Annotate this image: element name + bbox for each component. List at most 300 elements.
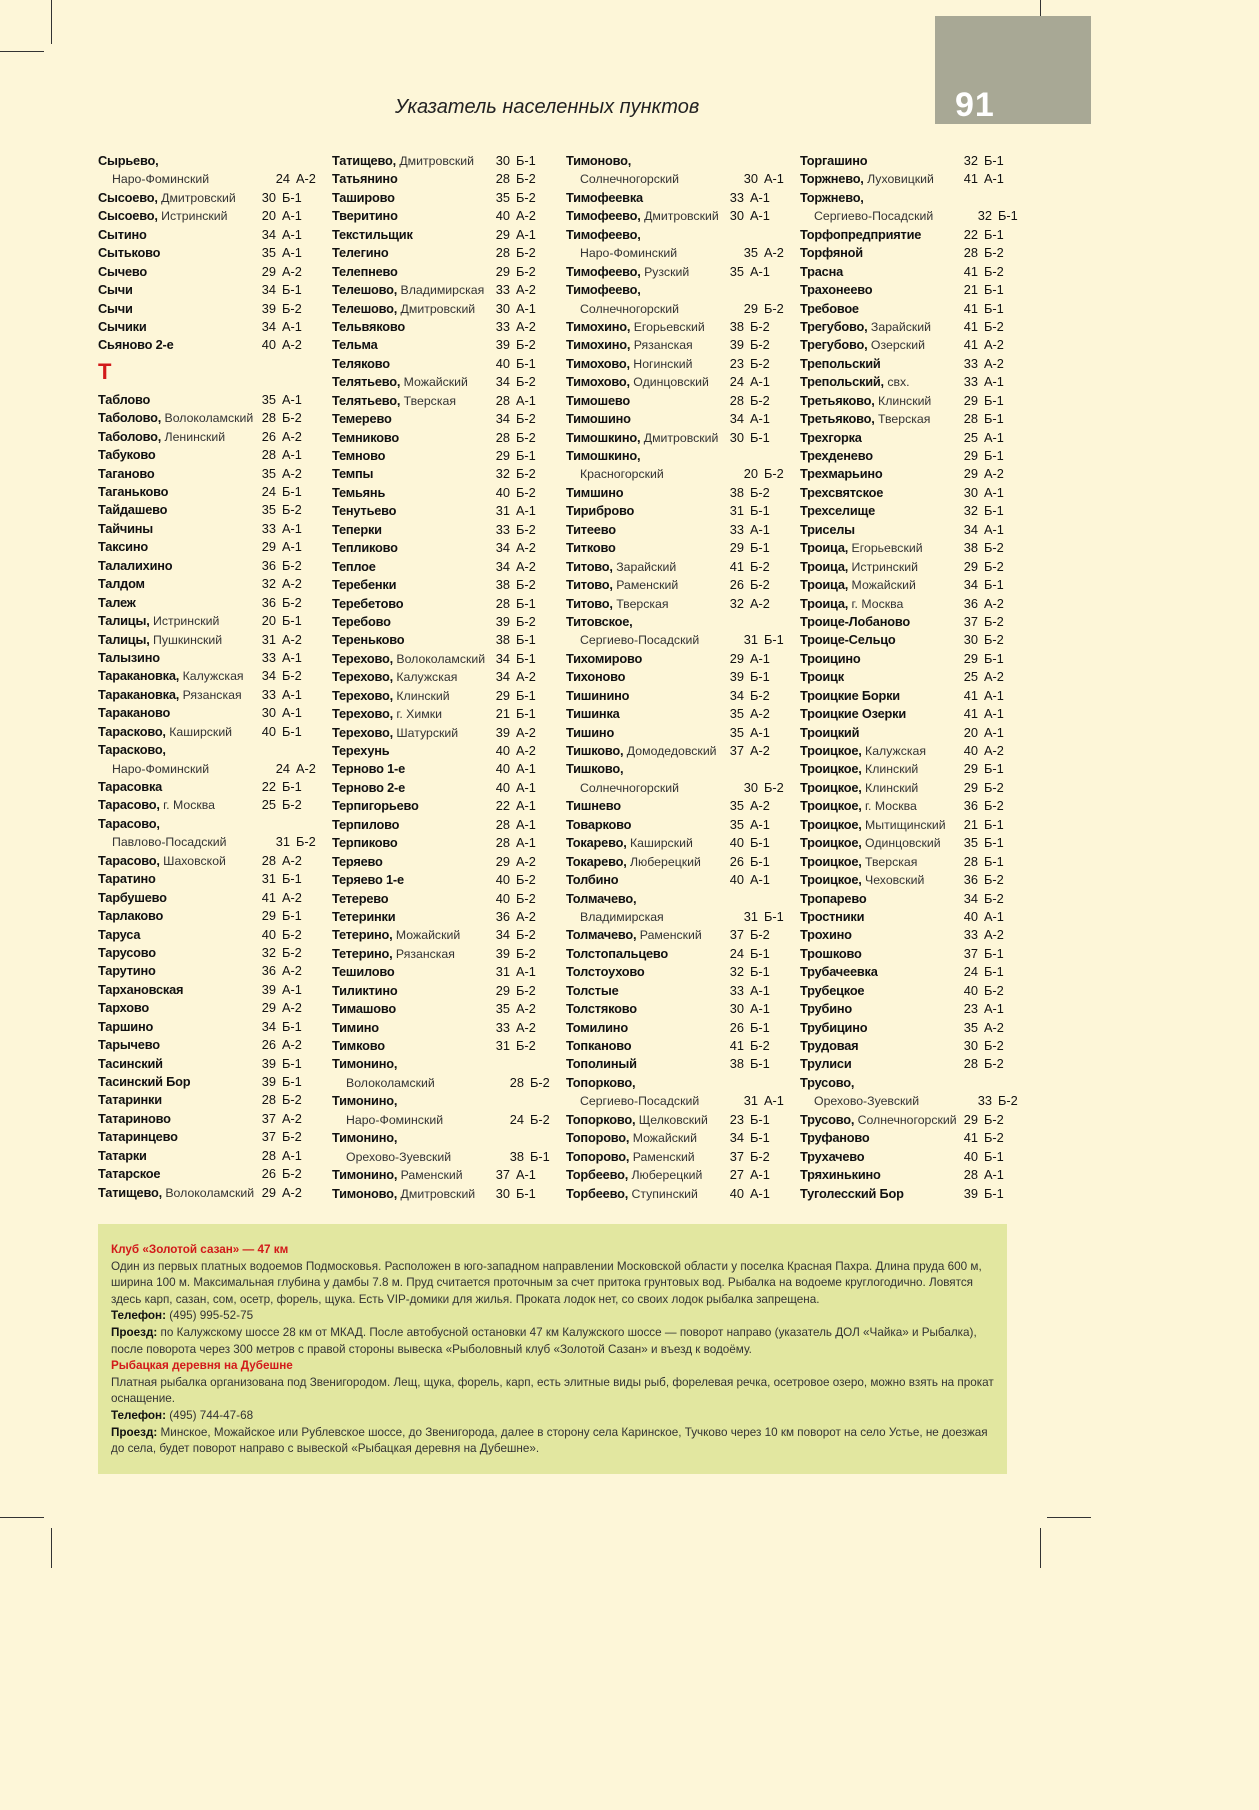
entry-map-page: 34 [495, 927, 510, 943]
entry-map-page: 29 [495, 687, 510, 703]
entry-grid: Б-1 [750, 1019, 770, 1035]
entry-region: Калужская [861, 744, 927, 758]
entry-name: Третьяково, [800, 392, 875, 408]
index-entry [800, 373, 1008, 391]
entry-name: Трухачево [800, 1148, 865, 1164]
entry-name: Титеево [566, 521, 616, 537]
index-entry [566, 336, 774, 354]
entry-grid: А-1 [282, 1147, 302, 1163]
entry-grid: А-1 [984, 706, 1004, 722]
entry-grid: Б-2 [516, 245, 536, 261]
index-entry [566, 595, 774, 613]
entry-map-page: 41 [963, 171, 978, 187]
entry-name: Трехсвятское [800, 484, 884, 500]
entry-grid: Б-1 [984, 282, 1004, 298]
index-entry [566, 908, 788, 926]
entry-map-page: 22 [261, 779, 276, 794]
entry-region: Истринский [157, 209, 228, 224]
index-entry [98, 741, 306, 759]
entry-grid: А-2 [516, 724, 536, 740]
index-entry [566, 1092, 788, 1110]
entry-map-page: 36 [261, 594, 276, 610]
entry-name: Тетерино, [332, 945, 393, 961]
entry-grid: А-2 [282, 852, 302, 868]
entry-name: Тайчины [98, 520, 154, 536]
entry-map-page: 41 [729, 1038, 744, 1053]
entry-name: Трехгорка [800, 429, 862, 445]
entry-name: Толмачево, [566, 927, 637, 943]
entry-grid: Б-1 [516, 687, 536, 703]
entry-region: Волоколамский [161, 411, 254, 426]
entry-map-page: 34 [261, 318, 276, 334]
entry-grid: Б-1 [750, 835, 770, 851]
entry-map-page: 35 [729, 263, 744, 279]
index-entry [566, 1019, 774, 1037]
index-entry [98, 1110, 306, 1128]
index-entry [332, 189, 540, 207]
entry-grid: Б-1 [516, 355, 536, 371]
entry-map-page: 30 [495, 1185, 510, 1201]
entry-region: Дмитровский [397, 1186, 476, 1201]
index-entry [566, 963, 774, 981]
index-entry [800, 1148, 1008, 1166]
index-entry [332, 1111, 554, 1129]
entry-name: Тельвяково [332, 318, 406, 334]
entry-grid: Б-2 [984, 1056, 1004, 1072]
entry-grid: Б-1 [984, 964, 1004, 980]
entry-name: Тасинский Бор [98, 1074, 191, 1089]
index-entry [332, 207, 540, 225]
entry-name: Тенутьево [332, 503, 397, 519]
index-entry [332, 890, 540, 908]
entry-grid: А-2 [516, 669, 536, 685]
entry-grid: А-1 [516, 300, 536, 316]
index-entry [98, 465, 306, 483]
index-entry [332, 650, 540, 668]
entry-map-page: 28 [261, 410, 276, 426]
index-entry [98, 263, 306, 281]
entry-grid: Б-2 [516, 374, 536, 390]
entry-name: Тимонино, [332, 1056, 398, 1072]
entry-map-page: 29 [261, 1000, 276, 1016]
index-entry [98, 1128, 306, 1146]
entry-region: Дмитровский [395, 154, 474, 168]
entry-map-page: 29 [743, 300, 758, 316]
entry-grid: Б-2 [984, 613, 1004, 629]
entry-name: Топорково, [566, 1111, 636, 1127]
entry-grid: Б-1 [984, 503, 1004, 519]
entry-map-page: 33 [495, 318, 510, 334]
index-entry [566, 392, 774, 410]
index-entry [98, 778, 306, 796]
entry-grid: Б-1 [282, 1074, 302, 1089]
entry-region: Сергиево-Посадский [580, 633, 700, 648]
entry-grid: А-2 [984, 595, 1004, 611]
phone-value: (495) 995-52-75 [166, 1309, 254, 1323]
entry-grid: Б-2 [516, 411, 536, 427]
index-entry [566, 484, 774, 502]
route-label: Проезд: [111, 1425, 158, 1439]
entry-region: Калужская [179, 669, 244, 684]
entry-map-page: 24 [261, 484, 276, 499]
crop-mark [51, 0, 52, 44]
entry-map-page: 39 [261, 981, 276, 997]
index-entry [332, 595, 540, 613]
entry-region: Солнечногорский [854, 1112, 957, 1127]
entry-name: Таршино [98, 1018, 154, 1034]
route-value: Минское, Можайское или Рублевское шоссе, до Звенигорода, далее в сторону села Каринское, Тучково через 10 км поворот на село Устье, не доезжая до села, будет поворот направо с вывеской «Рыбацкая деревня на Дубешне». [111, 1425, 988, 1456]
entry-map-page: 37 [729, 1148, 744, 1164]
entry-grid: Б-1 [516, 595, 536, 611]
club-title: Рыбацкая деревня на Дубешне [111, 1359, 293, 1373]
phone-label: Телефон: [111, 1408, 166, 1422]
entry-grid: А-2 [516, 743, 536, 758]
entry-map-page: 39 [261, 1055, 276, 1071]
entry-grid: Б-1 [282, 723, 302, 739]
entry-map-page: 29 [963, 761, 978, 777]
entry-map-page: 31 [495, 1038, 510, 1053]
entry-map-page: 24 [275, 760, 290, 776]
entry-grid: А-1 [984, 171, 1004, 187]
entry-region: Можайский [629, 1131, 697, 1146]
index-entry [98, 446, 306, 464]
entry-grid: А-2 [282, 1037, 302, 1053]
entry-map-page: 40 [963, 1148, 978, 1164]
entry-grid: Б-2 [984, 982, 1004, 998]
entry-region: Мытищинский [861, 817, 946, 832]
index-entry [332, 429, 540, 447]
entry-name: Тимонино, [332, 1167, 398, 1183]
entry-grid: Б-1 [984, 226, 1004, 242]
index-entry [332, 908, 540, 926]
entry-grid: Б-1 [750, 1056, 770, 1072]
entry-grid: Б-2 [984, 1111, 1004, 1127]
entry-name: Толмачево, [566, 890, 637, 906]
entry-grid: Б-1 [984, 448, 1004, 463]
entry-grid: А-1 [282, 447, 302, 463]
entry-name: Тарасково, [98, 742, 166, 758]
index-entry [566, 687, 774, 705]
entry-map-page: 21 [963, 282, 978, 298]
entry-map-page: 32 [977, 208, 992, 224]
index-entry [566, 779, 788, 797]
entry-name: Табуково [98, 447, 156, 463]
index-entry [98, 723, 306, 741]
entry-name: Тимохино, [566, 337, 631, 353]
index-entry [98, 207, 306, 225]
entry-map-page: 38 [495, 632, 510, 648]
entry-name: Тверитино [332, 208, 398, 224]
entry-map-page: 28 [495, 245, 510, 261]
entry-map-page: 30 [261, 189, 276, 205]
entry-map-page: 24 [729, 374, 744, 390]
entry-map-page: 25 [963, 429, 978, 445]
index-entry [566, 853, 774, 871]
entry-map-page: 28 [495, 392, 510, 408]
entry-name: Сычи [98, 282, 133, 298]
entry-grid: Б-2 [516, 521, 536, 537]
entry-region: Истринский [848, 559, 918, 574]
entry-grid: А-1 [750, 724, 770, 740]
entry-grid: Б-2 [984, 1130, 1004, 1146]
index-entry [566, 207, 774, 225]
entry-name: Товарково [566, 816, 632, 832]
index-entry [566, 410, 774, 428]
entry-map-page: 29 [495, 263, 510, 279]
entry-region: Можайский [392, 928, 461, 943]
entry-grid: Б-2 [282, 668, 302, 684]
entry-map-page: 30 [963, 484, 978, 500]
entry-grid: Б-2 [750, 687, 770, 703]
entry-grid: Б-1 [282, 484, 302, 499]
entry-grid: Б-2 [984, 245, 1004, 261]
entry-name: Трулиси [800, 1056, 852, 1072]
crop-mark [0, 51, 44, 52]
entry-map-page: 40 [495, 484, 510, 500]
index-entry [566, 816, 774, 834]
entry-name: Теряево [332, 853, 383, 869]
entry-map-page: 29 [261, 539, 276, 555]
entry-grid: А-1 [516, 779, 536, 795]
index-entry [800, 226, 1008, 244]
entry-map-page: 40 [495, 355, 510, 371]
index-entry [800, 742, 1008, 760]
entry-map-page: 39 [261, 1074, 276, 1089]
entry-map-page: 28 [261, 1092, 276, 1108]
index-entry [332, 613, 540, 631]
entry-grid: Б-1 [282, 189, 302, 205]
entry-name: Тимохово, [566, 374, 630, 390]
entry-map-page: 40 [963, 908, 978, 924]
entry-grid: Б-2 [530, 1074, 550, 1090]
entry-grid: Б-2 [516, 1038, 536, 1053]
entry-name: Топорково, [566, 1074, 636, 1090]
entry-grid: А-1 [516, 835, 536, 851]
entry-grid: Б-2 [750, 484, 770, 500]
page-title: Указатель населенных пунктов [395, 96, 700, 118]
club-description: Платная рыбалка организована под Звенигородом. Лещ, щука, форель, карп, есть элитные виды рыб, форелевая речка, осетровое озеро, можно взять на прокат оснащение. [111, 1375, 994, 1406]
index-entry [566, 1055, 774, 1073]
entry-name: Тимохино, [566, 318, 631, 334]
entry-grid: А-2 [282, 1000, 302, 1016]
entry-map-page: 21 [963, 816, 978, 832]
index-entry [800, 1092, 1022, 1110]
entry-region: Рузский [640, 264, 690, 279]
entry-name: Тимофеево, [566, 226, 641, 242]
index-entry [98, 1091, 306, 1109]
entry-map-page: 41 [963, 263, 978, 279]
entry-name: Темново [332, 448, 386, 463]
index-entry [98, 999, 306, 1017]
entry-name: Трепольский [800, 355, 881, 371]
entry-grid: А-2 [984, 466, 1004, 482]
index-entry [332, 797, 540, 815]
entry-region: Тверская [861, 854, 918, 869]
entry-name: Сытьково [98, 245, 161, 261]
index-entry [332, 558, 540, 576]
entry-grid: А-2 [296, 171, 316, 187]
entry-name: Терехово, [332, 650, 393, 666]
entry-grid: А-1 [282, 686, 302, 702]
index-entry [332, 226, 540, 244]
entry-map-page: 35 [495, 1001, 510, 1017]
entry-grid: А-2 [282, 428, 302, 444]
entry-name: Троицкое, [800, 779, 862, 795]
entry-name: Таратино [98, 871, 156, 887]
entry-map-page: 33 [729, 189, 744, 205]
entry-grid: Б-2 [282, 1166, 302, 1182]
index-entry [800, 1185, 1008, 1203]
index-entry [332, 300, 540, 318]
index-entry [98, 501, 306, 519]
entry-name: Сычи [98, 300, 133, 316]
entry-map-page: 35 [495, 189, 510, 205]
entry-grid: А-1 [750, 189, 770, 205]
entry-name: Тимошкино, [566, 429, 641, 445]
entry-grid: А-2 [984, 743, 1004, 758]
entry-map-page: 29 [963, 1111, 978, 1127]
index-entry [332, 705, 540, 723]
entry-map-page: 38 [729, 1056, 744, 1072]
entry-name: Троицкое, [800, 872, 862, 888]
entry-name: Татищево, [98, 1184, 162, 1200]
index-entry [332, 687, 540, 705]
entry-grid: Б-1 [764, 908, 784, 924]
entry-name: Сычево [98, 263, 148, 279]
entry-name: Тетеринки [332, 908, 396, 924]
entry-region: Одинцовский [861, 836, 941, 851]
entry-map-page: 28 [963, 853, 978, 869]
index-entry [98, 281, 306, 299]
entry-name: Сысоево, [98, 208, 158, 224]
index-entry [98, 318, 306, 336]
entry-name: Трехселище [800, 503, 876, 519]
entry-map-page: 34 [261, 1018, 276, 1034]
index-entry [566, 244, 788, 262]
entry-map-page: 31 [275, 834, 290, 850]
entry-grid: Б-2 [764, 300, 784, 316]
index-entry [566, 1185, 774, 1203]
entry-grid: Б-1 [282, 282, 302, 298]
entry-grid: Б-1 [750, 429, 770, 445]
entry-name: Троицкое, [800, 853, 862, 869]
entry-name: Сьяново 2-е [98, 337, 174, 353]
entry-grid: Б-1 [984, 835, 1004, 851]
entry-grid: А-1 [984, 1001, 1004, 1017]
entry-name: Тишинка [566, 706, 620, 722]
index-entry [566, 705, 774, 723]
entry-map-page: 36 [495, 908, 510, 924]
entry-map-page: 28 [963, 411, 978, 427]
index-entry [800, 595, 1008, 613]
entry-grid: А-1 [984, 908, 1004, 924]
entry-map-page: 33 [963, 355, 978, 371]
entry-map-page: 34 [963, 521, 978, 537]
index-entry [800, 631, 1008, 649]
index-entry [566, 1148, 774, 1166]
entry-name: Татьянино [332, 171, 398, 187]
entry-map-page: 40 [495, 872, 510, 888]
crop-mark [1040, 1528, 1041, 1568]
entry-name: Тимоново, [332, 1185, 398, 1201]
entry-name: Тимашово [332, 1001, 397, 1017]
entry-name: Торфопредприятие [800, 226, 922, 242]
entry-map-page: 28 [509, 1074, 524, 1090]
entry-region: Егорьевский [848, 541, 923, 556]
entry-grid: А-2 [984, 355, 1004, 371]
index-entry [332, 355, 540, 373]
entry-map-page: 20 [963, 724, 978, 740]
index-entry [800, 1129, 1008, 1147]
entry-name: Терпиково [332, 835, 398, 851]
entry-region: свх. [883, 375, 910, 390]
index-entry [98, 152, 306, 170]
index-entry [566, 871, 774, 889]
entry-map-page: 41 [261, 889, 276, 905]
entry-map-page: 41 [729, 558, 744, 574]
index-entry [332, 1166, 540, 1184]
entry-map-page: 29 [963, 779, 978, 795]
entry-region: Пушкинский [149, 632, 223, 647]
entry-name: Сычики [98, 318, 147, 334]
index-entry [98, 575, 306, 593]
entry-grid: А-1 [516, 816, 536, 832]
entry-map-page: 30 [743, 779, 758, 795]
entry-map-page: 35 [261, 465, 276, 481]
index-entry [98, 981, 306, 999]
entry-name: Татарское [98, 1166, 161, 1182]
entry-region: Дмитровский [397, 301, 476, 316]
entry-grid: Б-2 [984, 798, 1004, 814]
entry-grid: Б-1 [750, 1130, 770, 1146]
entry-region: Раменский [636, 928, 702, 943]
index-entry [332, 760, 540, 778]
entry-map-page: 34 [495, 540, 510, 556]
entry-name: Троица, [800, 540, 849, 556]
entry-name: Тарусово [98, 944, 156, 960]
entry-name: Туголесский Бор [800, 1185, 904, 1201]
entry-name: Телятьево, [332, 374, 401, 390]
entry-grid: Б-2 [282, 300, 302, 316]
entry-name: Тишинино [566, 687, 630, 703]
entry-grid: А-1 [282, 539, 302, 555]
entry-grid: Б-1 [750, 945, 770, 961]
route-value: по Калужскому шоссе 28 км от МКАД. После автобусной остановки 47 км Калужского шоссе — поворот направо (указатель ДОЛ «Чайка» и Рыбалка), после поворота через 300 метров с правой стороны вывеска «Рыболовный клуб «Золотой Сазан» и въезд к водоёму. [111, 1325, 977, 1356]
index-entry [332, 724, 540, 742]
entry-region: Сергиево-Посадский [580, 1094, 700, 1109]
entry-grid: А-1 [516, 964, 536, 980]
entry-grid: Б-1 [516, 650, 536, 666]
entry-grid: Б-2 [516, 872, 536, 888]
entry-map-page: 29 [963, 558, 978, 574]
entry-grid: Б-1 [984, 650, 1004, 666]
route-label: Проезд: [111, 1325, 158, 1339]
index-entry [332, 576, 540, 594]
index-entry [566, 152, 774, 170]
entry-grid: Б-2 [984, 318, 1004, 334]
entry-name: Тархановская [98, 981, 184, 997]
entry-map-page: 33 [261, 649, 276, 665]
index-entry [800, 300, 1008, 318]
entry-map-page: 28 [495, 835, 510, 851]
entry-grid: А-2 [516, 208, 536, 224]
index-entry [800, 853, 1008, 871]
entry-map-page: 30 [963, 1038, 978, 1053]
entry-name: Топорово, [566, 1130, 630, 1146]
entry-name: Таракановка, [98, 686, 180, 702]
entry-grid: Б-2 [516, 189, 536, 205]
index-entry [800, 834, 1008, 852]
